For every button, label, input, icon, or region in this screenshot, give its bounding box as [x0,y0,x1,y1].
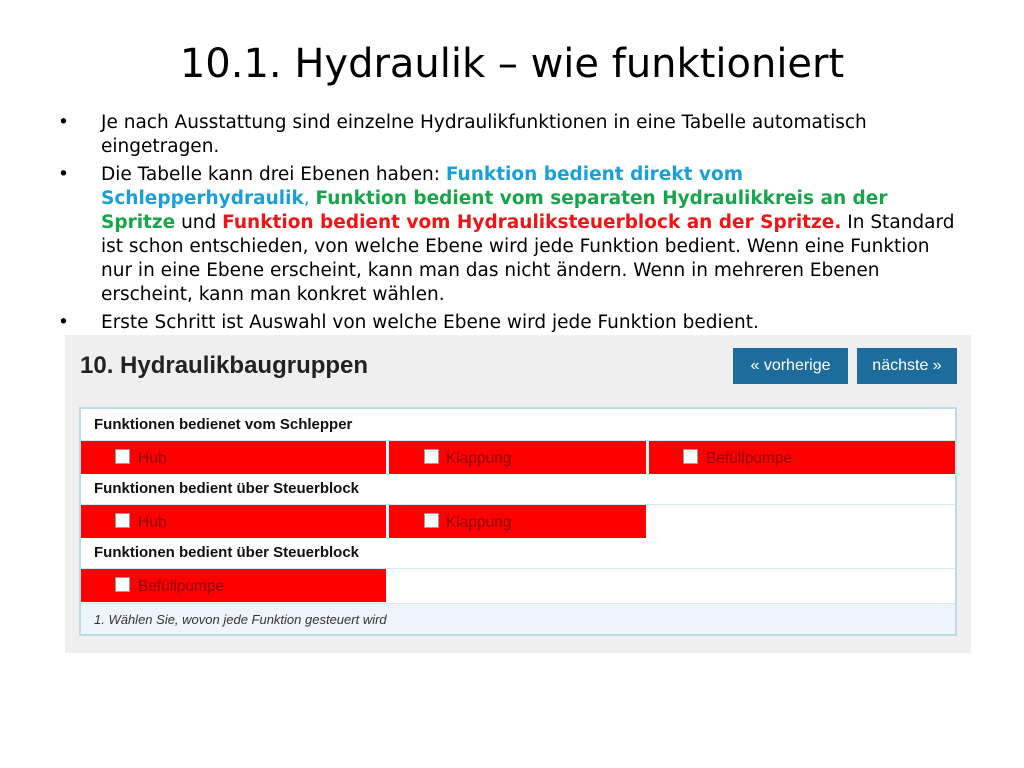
checkbox[interactable] [115,513,130,528]
hydraulic-function-table [79,407,957,636]
bullet-item [58,111,958,159]
previous-button[interactable]: « vorherige [733,348,848,384]
option-befuellpumpe-steuerblock[interactable] [81,569,386,602]
bullet-text-blue: Funktion bedient direkt vom Schlepperhydraulik [101,164,743,209]
bullet-text: Erste Schritt ist Auswahl von welche Ebene wird jede Funktion bedient. [101,312,759,333]
option-hub-steuerblock[interactable] [81,505,386,538]
bullet-symbol: • [58,164,69,185]
footnote: 1. Wählen Sie, wovon jede Funktion gesteuert wird [81,603,955,634]
checkbox[interactable] [424,513,439,528]
section-title: 10. Hydraulikbaugruppen [80,352,369,379]
bullet-item [58,163,958,307]
group-heading-steuerblock: Funktionen bedient über Steuerblock [94,480,360,497]
option-row-steuerblock-2 [81,568,955,602]
bullet-text-und: und [175,212,223,233]
option-klappung-steuerblock[interactable] [389,505,646,538]
embedded-screenshot [65,335,971,653]
bullet-list [58,111,958,339]
option-hub-schlepper[interactable] [81,441,386,474]
bullet-symbol: • [58,312,69,333]
bullet-item [58,311,958,335]
bullet-text-green: Funktion bedient vom separaten Hydraulikkreis an der Spritze [101,188,888,233]
group-heading-steuerblock-2: Funktionen bedient über Steuerblock [94,544,360,561]
group-heading-schlepper: Funktionen bedienet vom Schlepper [94,416,353,433]
checkbox[interactable] [115,577,130,592]
checkbox[interactable] [683,449,698,464]
option-label: Befüllpumpe [706,450,793,467]
bullet-text-red: Funktion bedient vom Hydrauliksteuerblock an der Spritze. [222,212,842,233]
bullet-text: Je nach Ausstattung sind einzelne Hydraulikfunktionen in eine Tabelle automatisch eingetragen. [101,112,867,157]
next-button[interactable]: nächste » [857,348,957,384]
checkbox[interactable] [424,449,439,464]
option-label: Befüllpumpe [138,578,225,595]
option-label: Klappung [446,514,512,531]
option-klappung-schlepper[interactable] [389,441,646,474]
slide-title: 10.1. Hydraulik – wie funktioniert [179,41,845,87]
option-row-steuerblock [81,504,955,538]
option-label: Klappung [446,450,512,467]
option-label: Hub [138,514,167,531]
bullet-text-intro: Die Tabelle kann drei Ebenen haben: [101,164,446,185]
bullet-text-comma: , [303,188,316,209]
option-befuellpumpe-schlepper[interactable] [649,441,955,474]
option-label: Hub [138,450,167,467]
option-row-schlepper [81,440,955,474]
bullet-text-rest: In Standard ist schon entschieden, von welche Ebene wird jede Funktion bedient. Wenn eine Funktion nur in eine Ebene erscheint, kann man das nicht ändern. Wenn in mehreren Ebenen erscheint, kann man konkret wählen. [101,212,955,305]
checkbox[interactable] [115,449,130,464]
bullet-symbol: • [58,112,69,133]
